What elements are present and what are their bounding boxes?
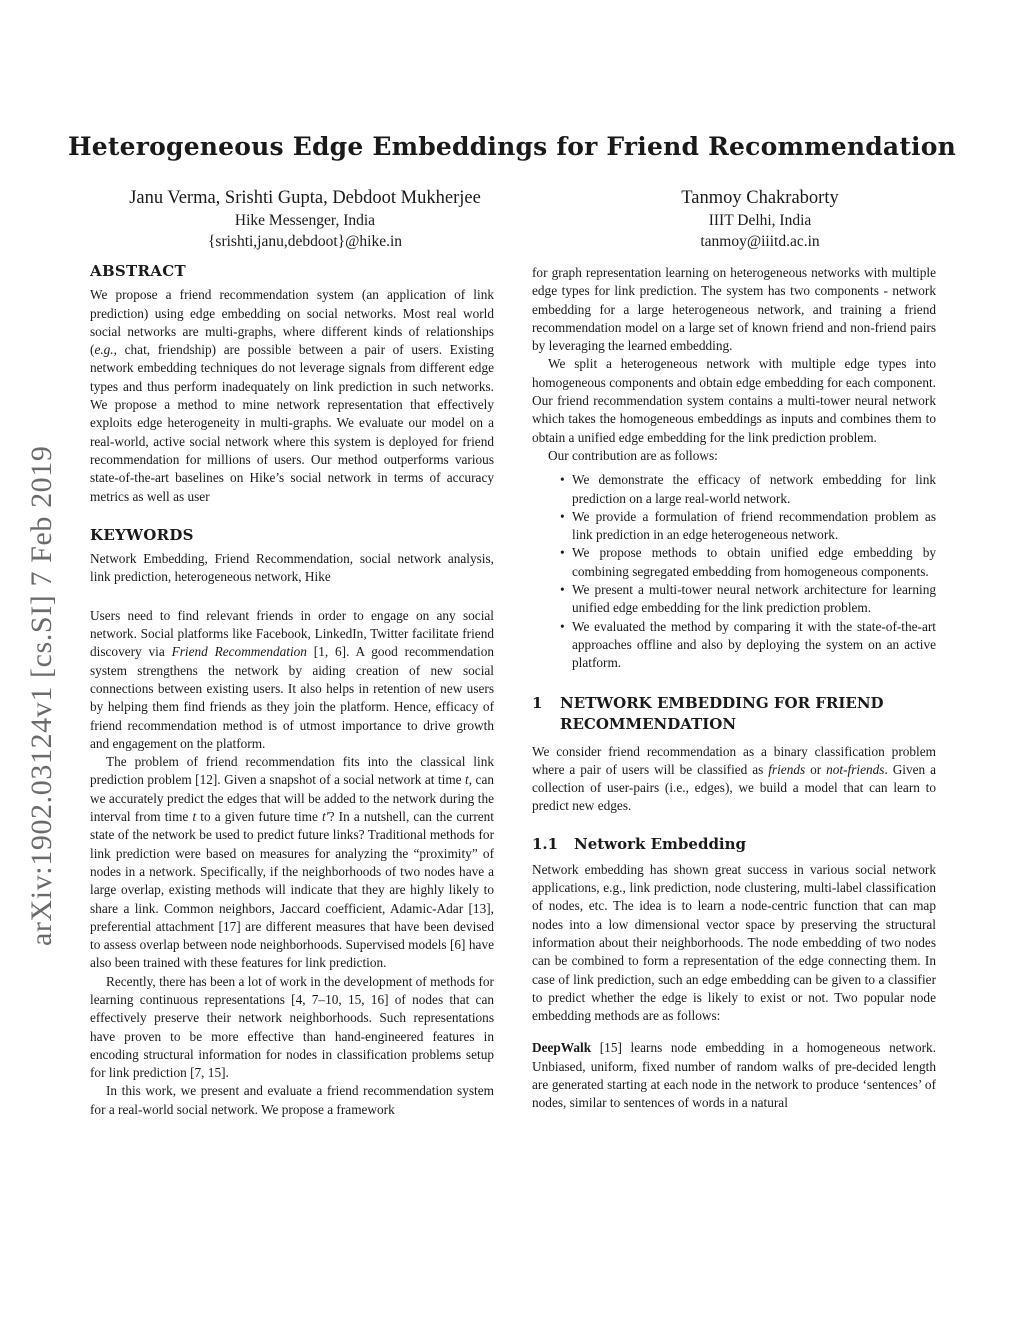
intro-text-part: , can we accurately predict the edges that will be added to the network during the interval from time: [90, 772, 494, 825]
author-block-right: [560, 186, 960, 252]
intro-paragraph-1: [90, 607, 494, 753]
abstract-text: [90, 286, 494, 506]
list-item-text: We propose methods to obtain unified edge embedding by combining segregated embedding from homogeneous components.: [572, 545, 936, 579]
abstract-text-part: We propose a friend recommendation system (an application of link prediction) using edge embedding on social networks. Most real world social networks are multi-graphs, where different kinds of relationships (: [90, 287, 494, 358]
keywords-text: Network Embedding, Friend Recommendation, social network analysis, link prediction, heterogeneous network, Hike: [90, 551, 494, 585]
paper-title: Heterogeneous Edge Embeddings for Friend Recommendation: [67, 132, 957, 161]
section-text-part: or: [805, 761, 827, 777]
bullet-icon: •: [560, 545, 565, 561]
author-affiliation: IIIT Delhi, India: [708, 212, 812, 229]
section-emphasis: friends: [768, 761, 806, 777]
subsection-title: Network Embedding: [574, 834, 747, 853]
abstract-heading: ABSTRACT: [90, 262, 186, 280]
section-1-heading: [532, 693, 936, 735]
intro-text-part: [1, 6]. A good recommendation system strengthens the network by aiding creation of new social connections between existing users. It also helps in retention of new users by helping them find friends as they join the platform. Hence, efficacy of friend recommendation method is of utmost importance to drive growth and engagement on the platform.: [90, 644, 494, 751]
intro-text-part: Users need to find relevant friends in order to engage on any social network. Social platforms like Facebook, LinkedIn, Twitter facilitate friend discovery via: [90, 607, 494, 660]
section-title: NETWORK EMBEDDING FOR FRIEND RECOMMENDATION: [560, 693, 884, 733]
intro-text-part: to a given future time: [196, 809, 323, 825]
subsection-paragraph: Network embedding has shown great success in various social network applications, e.g., link prediction, node clustering, multi-label classification of nodes, etc. The idea is to learn a node-centric function that can map nodes into a low dimensional vector space by preserving the structural information about their neighborhoods. The node embedding of two nodes can be combined to form a representation of the edge connecting them. In case of link prediction, such an edge embedding can be given to a classifier to predict whether the edge is likely to exist or not. Two popular node embedding methods are as follows:: [532, 861, 936, 1024]
arxiv-stamp: arXiv:1902.03124v1 [cs.SI] 7 Feb 2019: [25, 445, 58, 946]
section-text-part: . Given a collection of user-pairs (i.e., edges), we build a model that can learn to predict new edges.: [532, 761, 937, 814]
right-paragraph-2: We split a heterogeneous network with multiple edge types into homogeneous components and obtain edge embedding for each component. Our friend recommendation system contains a multi-tower neural network which takes the homogeneous embeddings as inputs and combines them to obtain a unified edge embedding for the link prediction problem.: [532, 356, 936, 445]
right-paragraph-1: for graph representation learning on heterogeneous networks with multiple edge types for link prediction. The system has two components - network embedding for a large heterogeneous network, and training a friend recommendation model on a large set of known friend and non-friend pairs by leveraging the learned embedding.: [532, 265, 936, 354]
deepwalk-term: DeepWalk: [532, 1040, 592, 1056]
author-email: {srishti,janu,debdoot}@hike.in: [207, 233, 403, 250]
contribution-list: [532, 471, 936, 672]
list-item-text: We provide a formulation of friend recommendation problem as link prediction in an edge heterogeneous network.: [572, 508, 936, 543]
subsection-number: 1.1: [532, 834, 559, 853]
right-paragraph-3: Our contribution are as follows:: [548, 447, 718, 463]
math-t: t: [465, 772, 469, 788]
list-item: [532, 471, 936, 508]
section-emphasis: not-friends: [826, 761, 885, 777]
list-item-text: We demonstrate the efficacy of network embedding for link prediction on a large real-world network.: [572, 472, 936, 506]
math-t: t: [192, 809, 197, 825]
intro-paragraph-3: Recently, there has been a lot of work in the development of methods for learning continuous representations [4, 7–10, 15, 16] of nodes that can effectively preserve their network neighborhoods. Such representations have proven to be more effective than hand-engineered features in encoding structural information for nodes in classification problems setup for link prediction [7, 15].: [90, 973, 494, 1081]
deepwalk-text: [15] learns node embedding in a homogeneous network. Unbiased, uniform, fixed number of random walks of pre-decided length are generated starting at each node in the network to produce ‘sentences’ of nodes, similar to sentences of words in a natural: [532, 1040, 936, 1111]
abstract-eg: e.g.,: [94, 342, 117, 358]
section-text-part: We consider friend recommendation as a binary classification problem where a pair of users will be classified as: [532, 743, 936, 777]
author-block-left: [80, 186, 530, 252]
bullet-icon: •: [560, 472, 565, 488]
author-email: tanmoy@iiitd.ac.in: [700, 233, 820, 250]
author-names: Janu Verma, Srishti Gupta, Debdoot Mukherjee: [129, 188, 481, 208]
list-item: [532, 581, 936, 618]
list-item: [532, 544, 936, 581]
right-column: [532, 264, 936, 1113]
deepwalk-paragraph: [532, 1039, 936, 1112]
intro-paragraph-4: In this work, we present and evaluate a friend recommendation system for a real-world social network. We propose a framework: [90, 1083, 494, 1117]
author-affiliation: Hike Messenger, India: [234, 212, 376, 229]
bullet-icon: •: [560, 508, 565, 524]
list-item-text: We evaluated the method by comparing it with the state-of-the-art approaches offline and also by deploying the system on an active platform.: [572, 618, 936, 671]
left-column: [90, 262, 494, 1119]
math-t-prime: t′: [322, 809, 329, 825]
keywords-heading: KEYWORDS: [90, 525, 194, 544]
bullet-icon: •: [560, 618, 565, 634]
author-names: Tanmoy Chakraborty: [681, 188, 839, 208]
intro-text-part: The problem of friend recommendation fits into the classical link prediction problem [12]. Given a snapshot of a social network at time: [90, 754, 494, 788]
intro-text-part: ? In a nutshell, can the current state of the network be used to predict future links? Traditional methods for link prediction were based on measures for analyzing the “proximity” of nodes in a network. Specifically, if the neighborhoods of two nodes have a large overlap, existing methods will indicate that they are highly likely to share a link. Common neighbors, Jaccard coefficient, Adamic-Adar [13], preferential attachment [17] are different measures that have been devised to assess overlap between node neighborhoods. Supervised models [6] have also been trained with these features for link prediction.: [90, 809, 494, 971]
subsection-1-1-heading: [532, 834, 936, 855]
intro-paragraph-2: [90, 753, 494, 973]
section-1-paragraph: [532, 743, 936, 816]
bullet-icon: •: [560, 582, 565, 598]
abstract-text-part: chat, friendship) are possible between a pair of users. Existing network embedding techniques do not leverage signals from different edge types and thus perform inadequately on link prediction in such networks. We propose a method to mine network representation that effectively exploits edge heterogeneity in multi-graphs. We evaluate our model on a real-world, active social network where this system is deployed for friend recommendation for millions of users. Our method outperforms various state-of-the-art baselines on Hike’s social network in terms of accuracy metrics as well as user: [90, 342, 494, 504]
list-item: [532, 508, 936, 545]
intro-emphasis: Friend Recommendation: [171, 644, 307, 660]
list-item: [532, 618, 936, 673]
section-number: 1: [532, 693, 543, 712]
list-item-text: We present a multi-tower neural network architecture for learning unified edge embedding for the link prediction problem.: [572, 582, 936, 616]
